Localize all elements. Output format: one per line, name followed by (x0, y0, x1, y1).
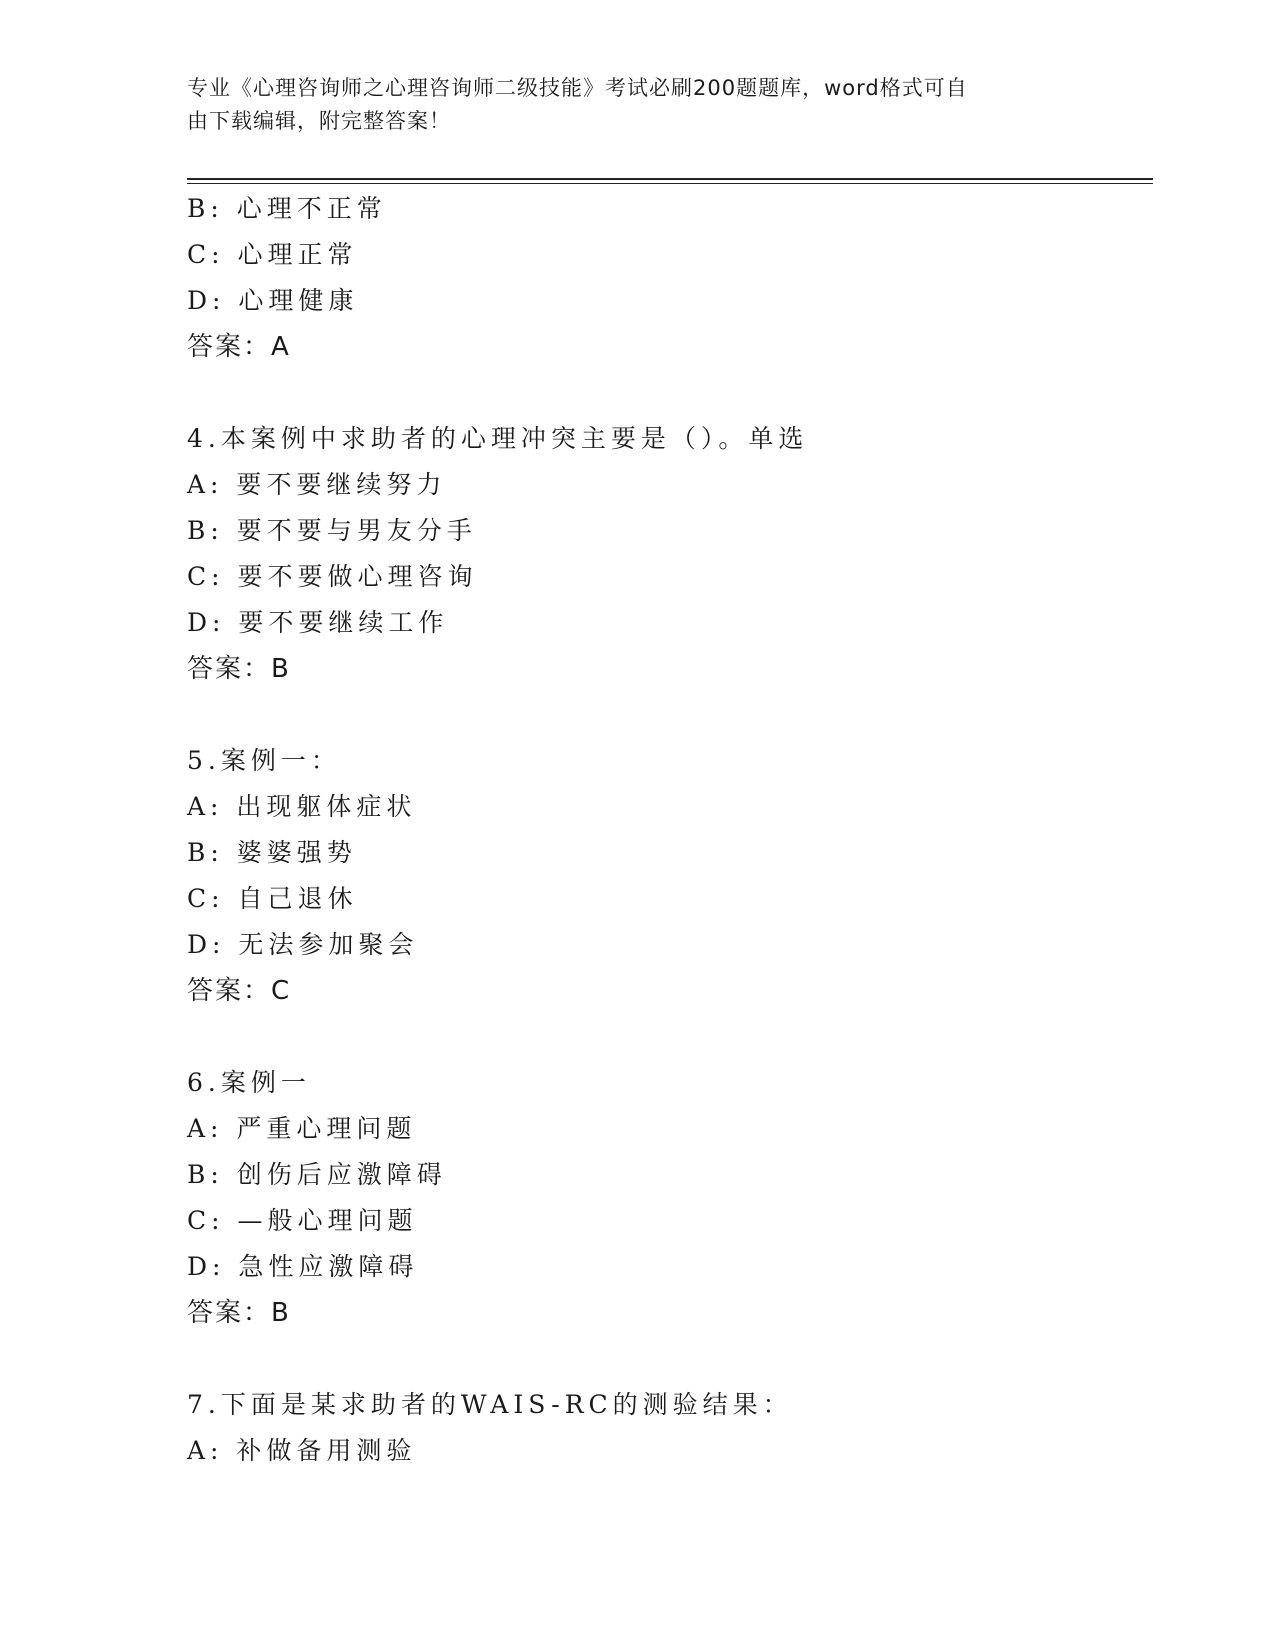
question-5 (187, 738, 1153, 1014)
option-a: A: 出现躯体症状 (187, 792, 417, 821)
header-line-1: 专业《心理咨询师之心理咨询师二级技能》考试必刷200题题库，word格式可自 (187, 76, 968, 100)
question-6 (187, 1060, 1153, 1336)
option-d: D: 急性应激障碍 (187, 1252, 419, 1281)
option-b: B: 创伤后应激障碍 (187, 1160, 447, 1189)
option-d: D: 心理健康 (187, 286, 359, 315)
option-b: B: 要不要与男友分手 (187, 516, 477, 545)
option-c: C: 自己退休 (187, 884, 358, 913)
document-header (187, 72, 1067, 138)
option-a: A: 要不要继续努力 (187, 470, 447, 499)
option-a: A: 补做备用测验 (187, 1436, 417, 1465)
question-7 (187, 1382, 1153, 1474)
option-c: C: —般心理问题 (187, 1206, 418, 1235)
option-d: D: 无法参加聚会 (187, 930, 419, 959)
answer-line: 答案：A (187, 332, 291, 362)
option-b: B: 心理不正常 (187, 194, 387, 223)
header-line-2: 由下载编辑，附完整答案！ (187, 109, 451, 133)
header-divider-thin (187, 183, 1153, 184)
question-list (187, 186, 1153, 1474)
question-stem: 5.案例一： (187, 746, 341, 775)
spacer (187, 692, 1153, 738)
option-c: C: 要不要做心理咨询 (187, 562, 478, 591)
spacer (187, 370, 1153, 416)
option-b: B: 婆婆强势 (187, 838, 357, 867)
answer-line: 答案：C (187, 976, 292, 1006)
question-stem: 6.案例一 (187, 1068, 311, 1097)
answer-line: 答案：B (187, 654, 291, 684)
question-stem: 7.下面是某求助者的WAIS-RC的测验结果： (187, 1390, 793, 1419)
header-divider-thick (187, 178, 1153, 180)
question-4 (187, 416, 1153, 692)
option-d: D: 要不要继续工作 (187, 608, 449, 637)
question-fragment (187, 186, 1153, 370)
spacer (187, 1014, 1153, 1060)
spacer (187, 1336, 1153, 1382)
answer-line: 答案：B (187, 1298, 291, 1328)
option-a: A: 严重心理问题 (187, 1114, 417, 1143)
option-c: C: 心理正常 (187, 240, 358, 269)
question-stem: 4.本案例中求助者的心理冲突主要是（）。单选 (187, 424, 809, 453)
